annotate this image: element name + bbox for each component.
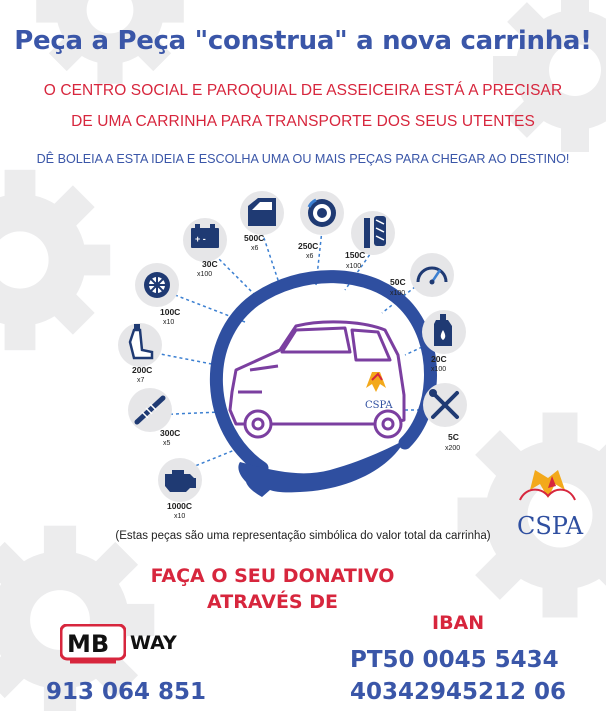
subtitle-line-2: DE UMA CARRINHA PARA TRANSPORTE DOS SEUS UTENTES: [71, 113, 535, 130]
piece-price: 20C: [431, 354, 447, 364]
piece-price: 250C: [298, 241, 319, 251]
piece-price: 30C: [202, 259, 218, 269]
cta-line-1: FAÇA O SEU DONATIVO: [150, 565, 395, 587]
piece-shock[interactable]: [345, 211, 395, 270]
piece-qty: x10: [163, 319, 175, 326]
subtitle-line-1: O CENTRO SOCIAL E PAROQUIAL DE ASSEICEIRA ESTÁ A PRECISAR: [43, 82, 563, 99]
van-logo-text: CSPA: [365, 400, 393, 411]
hand-swoosh: [238, 440, 405, 497]
corner-logo-text: CSPA: [517, 512, 584, 540]
piece-qty: x100: [197, 271, 213, 278]
piece-wheel[interactable]: [135, 263, 180, 326]
piece-qty: x100: [346, 263, 362, 270]
piece-brake[interactable]: [298, 191, 344, 260]
iban-label: IBAN: [432, 612, 485, 634]
piece-qty: x100: [431, 366, 447, 373]
piece-seat[interactable]: [118, 323, 162, 384]
mbway-way-text: WAY: [130, 632, 177, 654]
piece-qty: x7: [137, 377, 145, 384]
mbway-phone-number[interactable]: 913 064 851: [46, 679, 207, 705]
mbway-mb-text: MB: [67, 630, 110, 658]
piece-qty: x5: [163, 440, 171, 447]
piece-battery[interactable]: [183, 218, 227, 278]
piece-qty: x6: [251, 245, 259, 252]
piece-qty: x100: [390, 290, 406, 297]
piece-price: 1000C: [167, 501, 193, 511]
wheel-rim-icon: [144, 272, 170, 298]
piece-engine[interactable]: [158, 458, 202, 520]
piece-qty: x10: [174, 513, 186, 520]
shock-absorber-icon: [364, 216, 386, 248]
piece-gauge[interactable]: [390, 253, 454, 297]
piece-qty: x6: [306, 253, 314, 260]
brake-disc-icon: [308, 199, 336, 227]
piece-price: 150C: [345, 250, 366, 260]
svg-text:+ -: + -: [195, 234, 206, 244]
cta-line-2: ATRAVÉS DE: [207, 591, 338, 613]
mbway-logo-icon: [60, 624, 126, 666]
invite-text: DÊ BOLEIA A ESTA IDEIA E ESCOLHA UMA OU MAIS PEÇAS PARA CHEGAR AO DESTINO!: [36, 152, 570, 166]
poster-title: Peça a Peça "construa" a nova carrinha!: [14, 26, 592, 56]
piece-qty: x200: [445, 445, 461, 452]
piece-price: 5C: [448, 432, 459, 442]
piece-price: 300C: [160, 428, 181, 438]
iban-line-2[interactable]: 40342945212 06: [350, 679, 567, 705]
piece-price: 100C: [160, 307, 181, 317]
symbolic-note: (Estas peças são uma representação simbólica do valor total da carrinha): [115, 530, 491, 542]
piece-suspension[interactable]: [128, 388, 180, 447]
iban-line-1[interactable]: PT50 0045 5434: [350, 647, 559, 673]
piece-price: 50C: [390, 277, 406, 287]
piece-door[interactable]: [240, 191, 284, 252]
piece-price: 200C: [132, 365, 153, 375]
piece-price: 500C: [244, 233, 265, 243]
piece-tools[interactable]: [423, 383, 467, 452]
